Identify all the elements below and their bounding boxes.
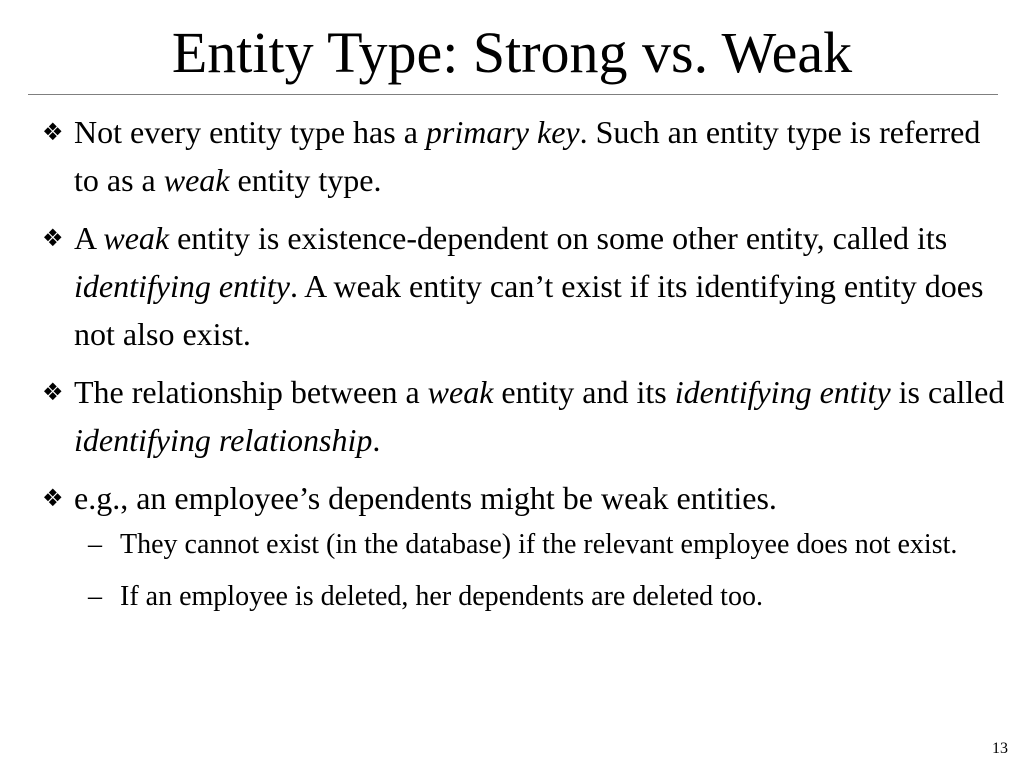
bullet-run: e.g., an employee’s dependents might be weak entities. [74,480,777,516]
bullet-run: . Such an entity type is referred to as a [74,114,981,198]
dash-bullet-icon: – [88,581,102,612]
emphasized-term: weak [427,374,494,410]
bullet-run: is called [890,374,1005,410]
bullet-run: The relationship between a [74,374,428,410]
bullet-item-1 [42,108,1010,204]
emphasized-term: weak [103,220,170,256]
bullet-text [74,480,777,516]
title-divider [28,94,998,95]
bullet-run: Not every entity type has a [74,114,426,150]
four-diamond-bullet-icon: ❖ [42,378,64,406]
sub-bullet-text: If an employee is deleted, her dependents are deleted too. [120,581,763,612]
bullet-run: . [372,422,381,458]
emphasized-term: identifying relationship [74,422,373,458]
slide-title: Entity Type: Strong vs. Weak [171,20,853,85]
emphasized-term: primary key [425,114,580,150]
slide-body [42,108,1010,626]
bullet-run: A [74,220,104,256]
bullet-item-3 [42,368,1010,464]
bullet-text [74,114,980,198]
bullet-run: entity type. [229,162,382,198]
sub-bullet-item-1 [42,522,1010,567]
bullet-run: entity is existence-dependent on some other entity, called its [169,220,948,256]
sub-bullet-item-2 [42,574,1010,619]
bullet-run: entity and its [493,374,675,410]
bullet-item-2 [42,214,1010,358]
bullet-run: . A weak entity can’t exist if its identifying entity does not also exist. [74,268,984,352]
emphasized-term: identifying entity [74,268,290,304]
dash-bullet-icon: – [88,529,102,560]
emphasized-term: weak [163,162,230,198]
bullet-item-4 [42,474,1010,522]
page-number: 13 [992,740,1008,757]
sub-bullet-text: They cannot exist (in the database) if the relevant employee does not exist. [120,529,958,560]
emphasized-term: identifying entity [674,374,891,410]
four-diamond-bullet-icon: ❖ [42,224,64,252]
bullet-text [74,374,1004,458]
four-diamond-bullet-icon: ❖ [42,118,64,146]
bullet-text [74,220,983,352]
four-diamond-bullet-icon: ❖ [42,484,64,512]
